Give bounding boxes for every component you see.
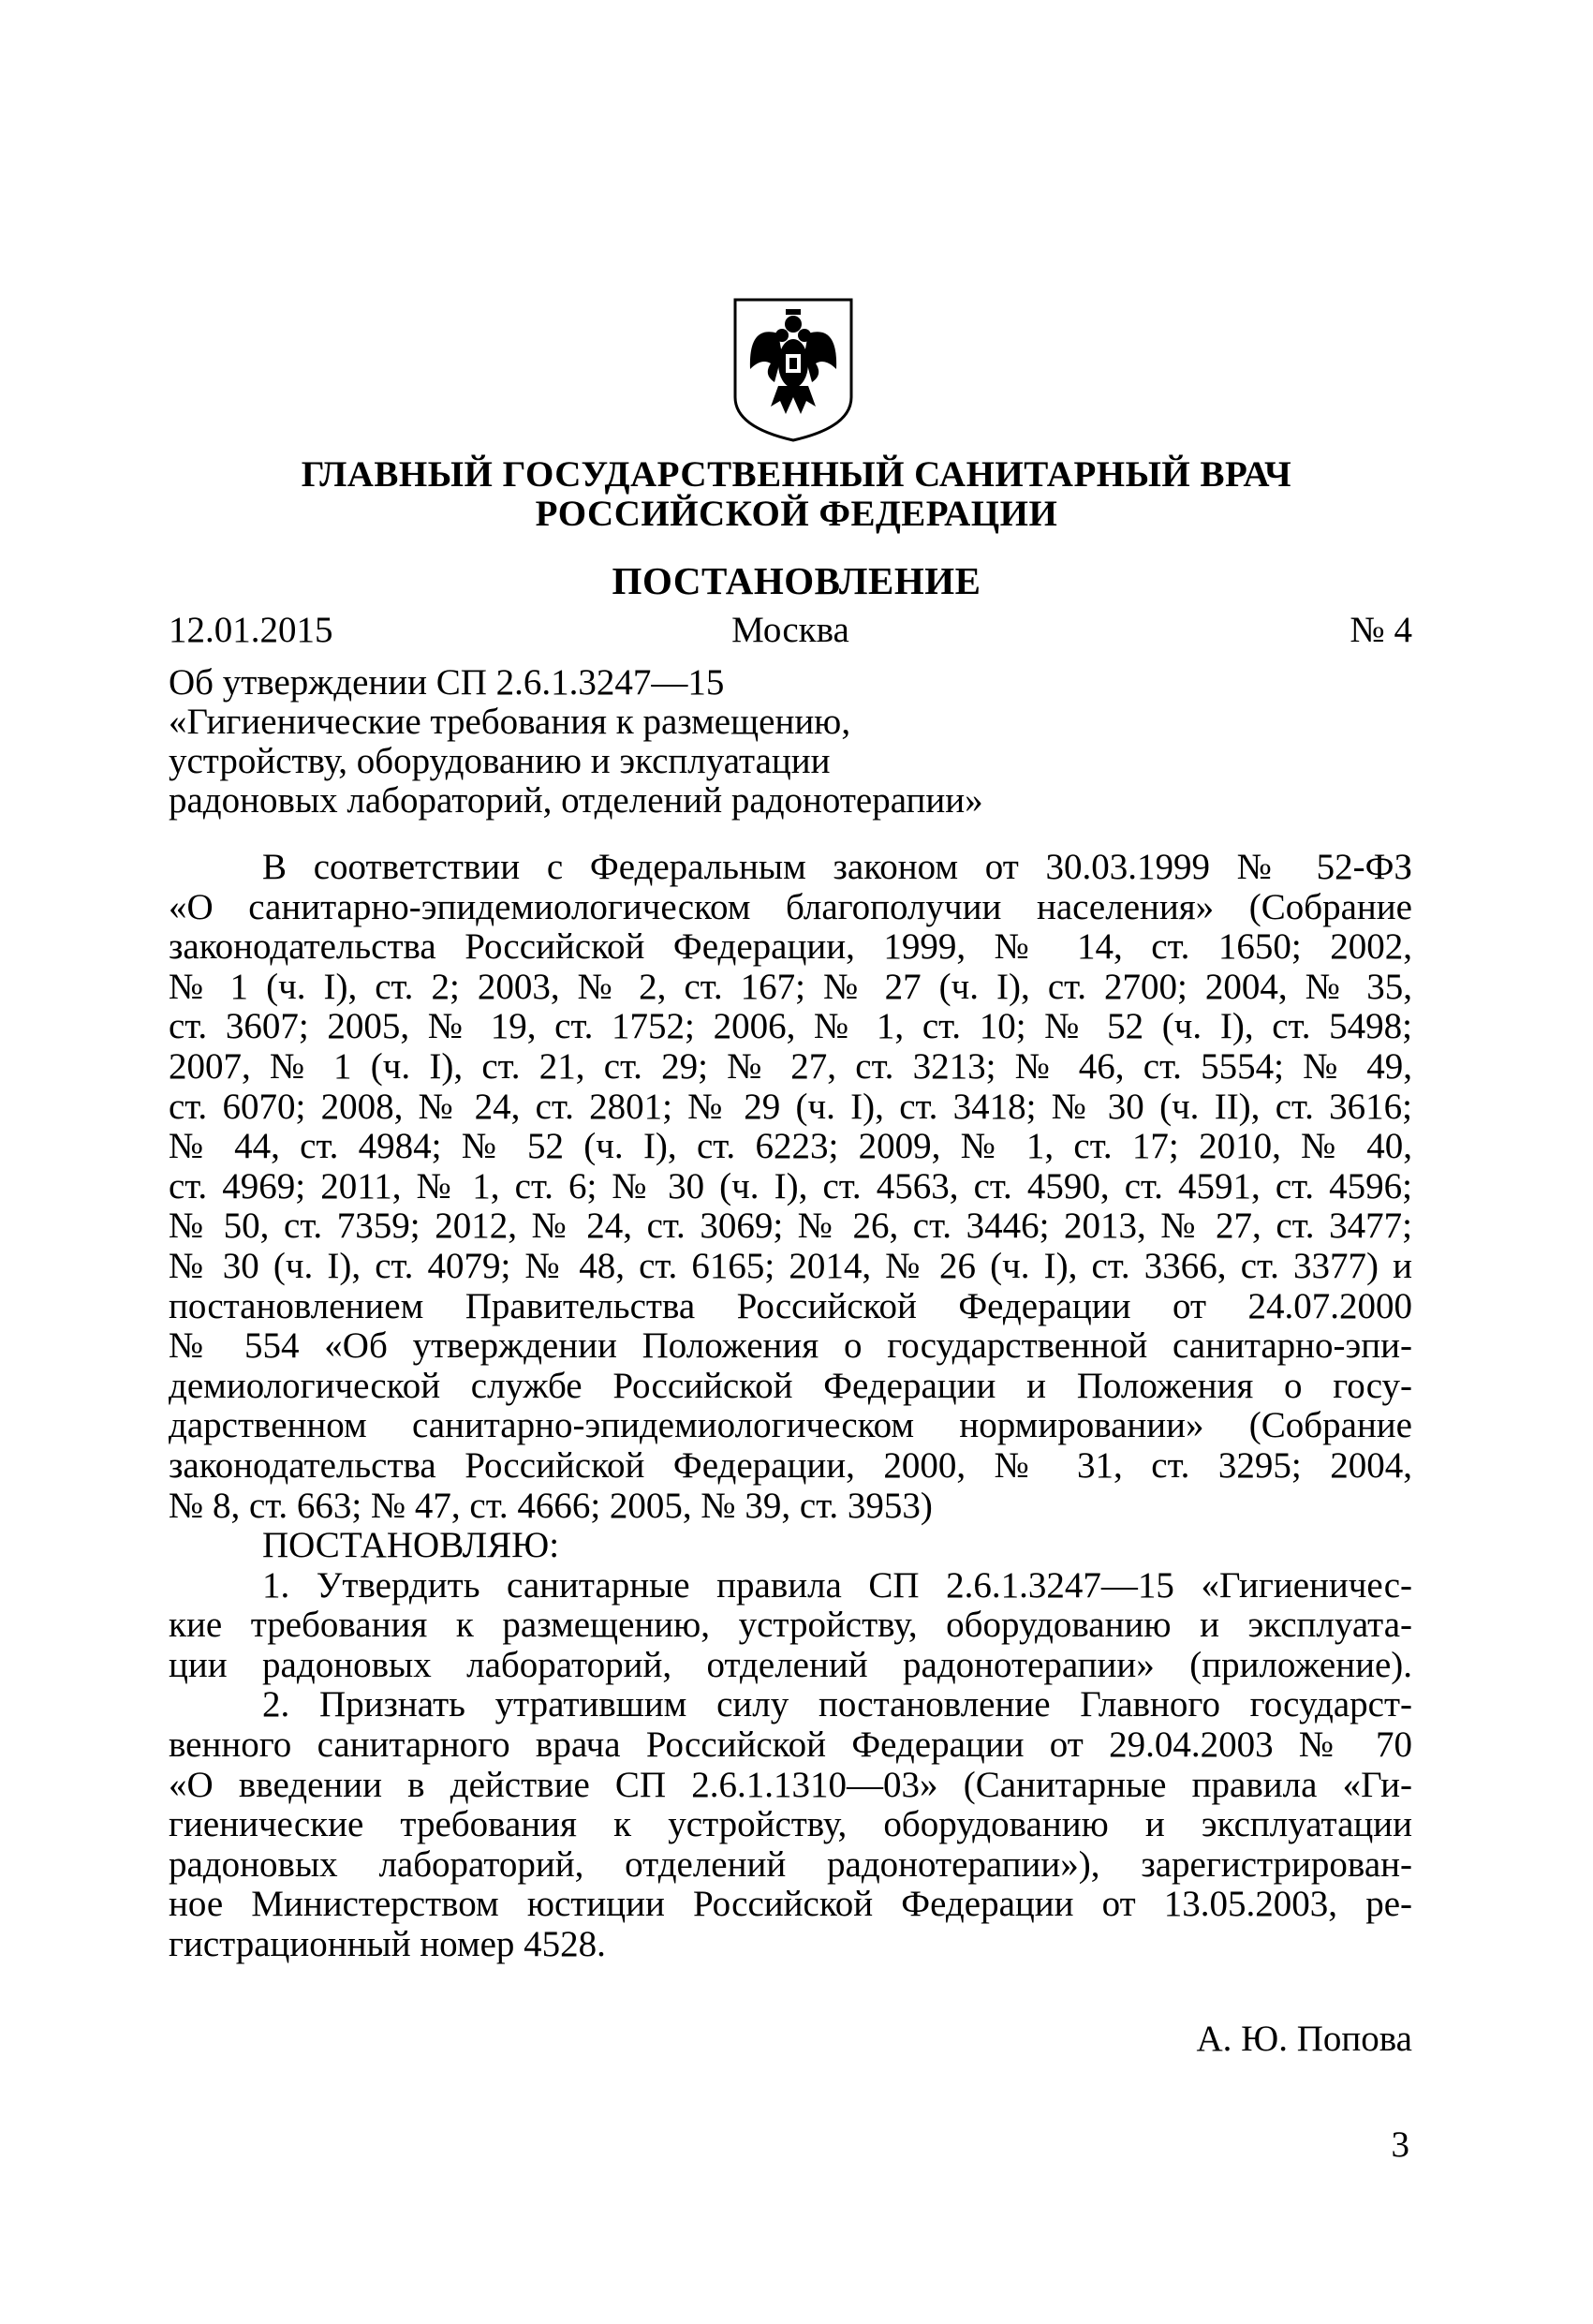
- preamble-line: законодательства Российской Федерации, 1999, № 14, ст. 1650; 2002,: [169, 926, 1412, 968]
- preamble-line: ст. 4969; 2011, № 1, ст. 6; № 30 (ч. I), ст. 4563, ст. 4590, ст. 4591, ст. 4596;: [169, 1165, 1412, 1206]
- resolve-heading: ПОСТАНОВЛЯЮ:: [262, 1525, 560, 1566]
- preamble-line: № 554 «Об утверждении Положения о государственной санитарно-эпи-: [169, 1325, 1412, 1367]
- subject-line: устройству, оборудованию и эксплуатации: [169, 741, 831, 781]
- document-date: 12.01.2015: [169, 610, 333, 650]
- page-number: 3: [1391, 2124, 1409, 2165]
- preamble-line: № 44, ст. 4984; № 52 (ч. I), ст. 6223; 2009, № 1, ст. 17; 2010, № 40,: [169, 1126, 1412, 1167]
- issuing-authority-line1: ГЛАВНЫЙ ГОСУДАРСТВЕННЫЙ САНИТАРНЫЙ ВРАЧ: [301, 454, 1292, 495]
- resolution-item-2: [169, 1685, 1412, 1964]
- signatory-name: А. Ю. Попова: [1196, 2019, 1412, 2059]
- document-subject: [169, 663, 1105, 821]
- subject-line: Об утверждении СП 2.6.1.3247—15: [169, 662, 725, 703]
- preamble-line: «О санитарно-эпидемиологическом благополучии населения» (Собрание: [169, 886, 1412, 927]
- item-line: кие требования к размещению, устройству, оборудованию и эксплуата-: [169, 1605, 1412, 1646]
- preamble-line: постановлением Правительства Российской Федерации от 24.07.2000: [169, 1285, 1412, 1326]
- resolution-item-1: [169, 1566, 1412, 1686]
- preamble-line: 2007, № 1 (ч. I), ст. 21, ст. 29; № 27, ст. 3213; № 46, ст. 5554; № 49,: [169, 1045, 1412, 1087]
- document-body: [169, 848, 1412, 1965]
- item-line: гистрационный номер 4528.: [169, 1924, 606, 1965]
- subject-line: радоновых лабораторий, отделений радонотерапии»: [169, 780, 983, 821]
- preamble-line: № 50, ст. 7359; 2012, № 24, ст. 3069; № 26, ст. 3446; 2013, № 27, ст. 3477;: [169, 1206, 1412, 1247]
- preamble-line: № 30 (ч. I), ст. 4079; № 48, ст. 6165; 2014, № 26 (ч. I), ст. 3366, ст. 3377) и: [169, 1245, 1412, 1286]
- item-line: 1. Утвердить санитарные правила СП 2.6.1.3247—15 «Гигиеничес-: [262, 1564, 1412, 1606]
- preamble-line: законодательства Российской Федерации, 2000, № 31, ст. 3295; 2004,: [169, 1444, 1412, 1486]
- preamble-line: ст. 6070; 2008, № 24, ст. 2801; № 29 (ч. I), ст. 3418; № 30 (ч. II), ст. 3616;: [169, 1086, 1412, 1127]
- preamble-line: В соответствии с Федеральным законом от 30.03.1999 № 52-ФЗ: [262, 847, 1412, 887]
- item-line: гиенические требования к устройству, оборудованию и эксплуатации: [169, 1804, 1412, 1845]
- document-number: № 4: [1350, 610, 1412, 650]
- issuing-authority-line2: РОССИЙСКОЙ ФЕДЕРАЦИИ: [535, 494, 1058, 534]
- document-meta-row: [169, 607, 1412, 654]
- preamble-line: дарственном санитарно-эпидемиологическом нормировании» (Собрание: [169, 1405, 1412, 1446]
- subject-line: «Гигиенические требования к размещению,: [169, 702, 851, 742]
- preamble-line: ст. 3607; 2005, № 19, ст. 1752; 2006, № 1, ст. 10; № 52 (ч. I), ст. 5498;: [169, 1006, 1412, 1047]
- document-city: Москва: [731, 610, 849, 650]
- preamble-line: демиологической службе Российской Федерации и Положения о госу-: [169, 1365, 1412, 1406]
- item-line: «О введении в действие СП 2.6.1.1310—03» (Санитарные правила «Ги-: [169, 1764, 1412, 1805]
- item-line: венного санитарного врача Российской Федерации от 29.04.2003 № 70: [169, 1724, 1412, 1766]
- item-line: ное Министерством юстиции Российской Федерации от 13.05.2003, ре-: [169, 1884, 1412, 1925]
- preamble-line: № 8, ст. 663; № 47, ст. 4666; 2005, № 39, ст. 3953): [169, 1485, 933, 1526]
- preamble-line: № 1 (ч. I), ст. 2; 2003, № 2, ст. 167; № 27 (ч. I), ст. 2700; 2004, № 35,: [169, 966, 1412, 1007]
- item-line: 2. Признать утратившим силу постановление Главного государст-: [262, 1684, 1412, 1725]
- russian-coat-of-arms-icon: [730, 296, 857, 444]
- preamble-paragraph: [169, 848, 1412, 1526]
- item-line: радоновых лабораторий, отделений радонотерапии»), зарегистрирован-: [169, 1843, 1412, 1885]
- item-line: ции радоновых лабораторий, отделений радонотерапии» (приложение).: [169, 1644, 1412, 1685]
- document-type-title: ПОСТАНОВЛЕНИЕ: [612, 559, 981, 602]
